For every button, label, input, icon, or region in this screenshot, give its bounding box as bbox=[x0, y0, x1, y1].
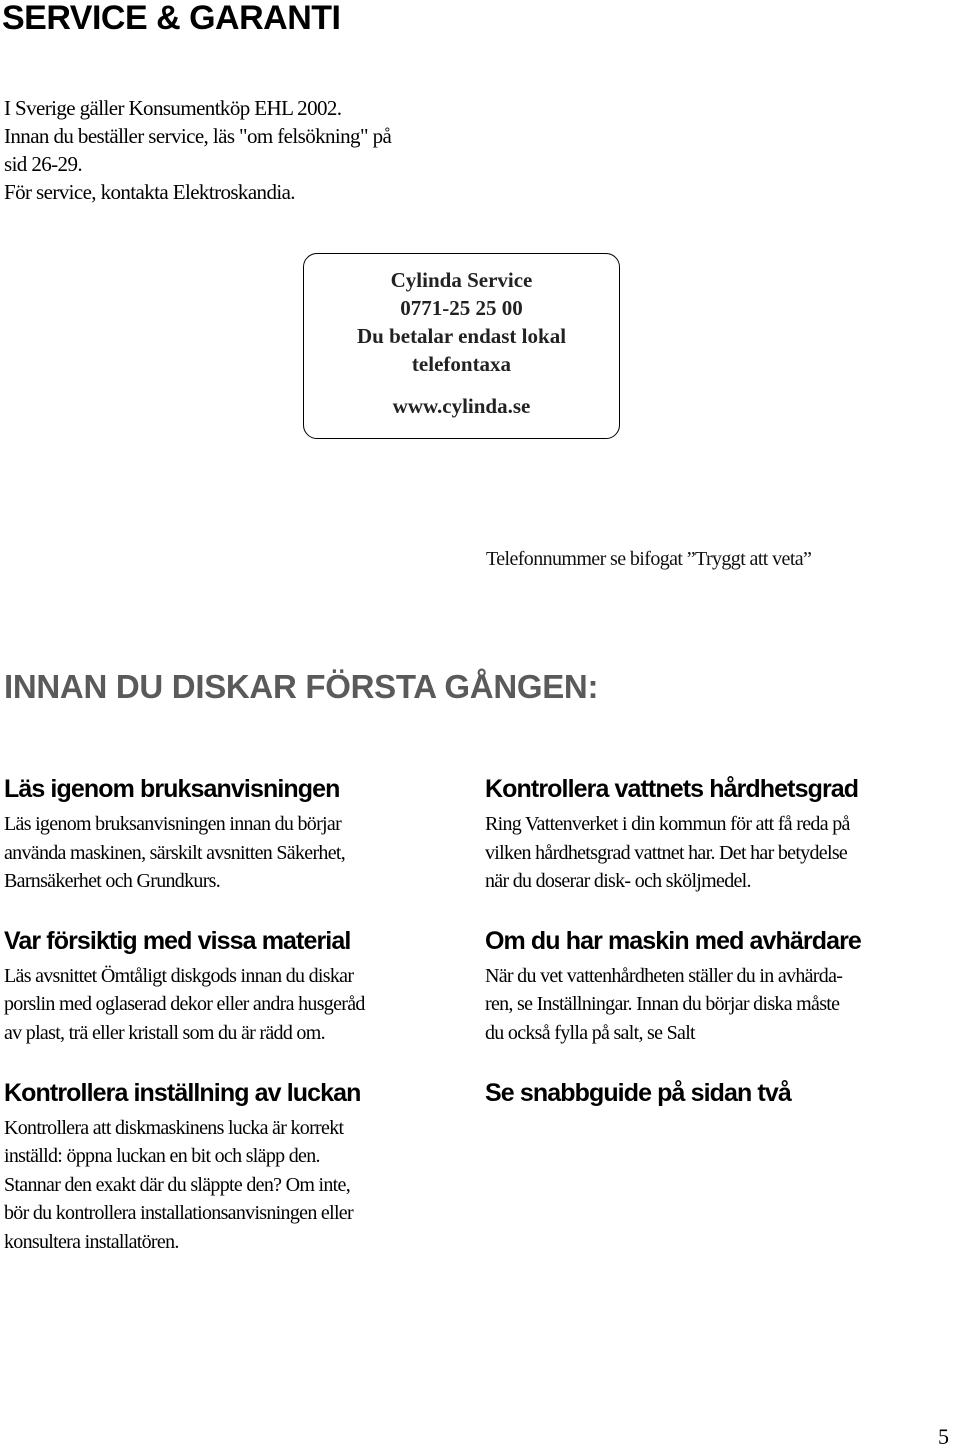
text-line: Kontrollera att diskmaskinens lucka är korrekt bbox=[4, 1116, 344, 1139]
service-contact-box bbox=[303, 253, 620, 439]
block-title: Se snabbguide på sidan två bbox=[485, 1078, 791, 1107]
intro-line: sid 26-29. bbox=[4, 152, 83, 176]
page-title: SERVICE & GARANTI bbox=[2, 0, 341, 37]
text-line: porslin med oglaserad dekor eller andra husgeråd bbox=[4, 993, 365, 1016]
block-text bbox=[485, 810, 945, 896]
block-text bbox=[4, 810, 464, 896]
section-heading: INNAN DU DISKAR FÖRSTA GÅNGEN: bbox=[4, 668, 599, 705]
intro-line: För service, kontakta Elektroskandia. bbox=[4, 180, 295, 204]
instruction-block bbox=[485, 1074, 945, 1112]
text-line: Barnsäkerhet och Grundkurs. bbox=[4, 870, 221, 893]
text-line: bör du kontrollera installationsanvisningen eller bbox=[4, 1202, 353, 1225]
block-title: Läs igenom bruksanvisningen bbox=[4, 775, 340, 803]
service-website: www.cylinda.se bbox=[392, 394, 531, 418]
service-name: Cylinda Service bbox=[390, 268, 533, 292]
text-line: ren, se Inställningar. Innan du börjar diska måste bbox=[485, 993, 840, 1016]
instruction-block bbox=[485, 922, 945, 1048]
intro-text bbox=[4, 94, 524, 206]
block-title: Kontrollera vattnets hårdhetsgrad bbox=[485, 775, 859, 803]
block-title: Kontrollera inställning av luckan bbox=[4, 1078, 361, 1107]
instruction-block bbox=[4, 1074, 464, 1257]
text-line: när du doserar disk- och sköljmedel. bbox=[485, 870, 751, 893]
block-title: Om du har maskin med avhärdare bbox=[485, 926, 861, 955]
intro-line: I Sverige gäller Konsumentköp EHL 2002. bbox=[4, 96, 342, 120]
text-line: När du vet vattenhårdheten ställer du in avhärda- bbox=[485, 964, 843, 987]
text-line: använda maskinen, särskilt avsnitten Säkerhet, bbox=[4, 841, 346, 864]
intro-line: Innan du beställer service, läs "om felsökning" på bbox=[4, 124, 392, 148]
block-text bbox=[485, 962, 945, 1048]
service-cost-note: telefontaxa bbox=[411, 352, 512, 376]
left-column bbox=[4, 770, 464, 1283]
phone-note: Telefonnummer se bifogat ”Tryggt att veta” bbox=[486, 548, 812, 570]
block-text bbox=[4, 962, 464, 1048]
instruction-block bbox=[4, 922, 464, 1048]
instruction-block bbox=[4, 770, 464, 896]
right-column bbox=[485, 770, 945, 1138]
service-phone: 0771-25 25 00 bbox=[400, 296, 523, 320]
block-text bbox=[4, 1114, 464, 1257]
instruction-block bbox=[485, 770, 945, 896]
text-line: vilken hårdhetsgrad vattnet har. Det har betydelse bbox=[485, 841, 848, 864]
text-line: Ring Vattenverket i din kommun för att få reda på bbox=[485, 813, 850, 835]
block-title: Var försiktig med vissa material bbox=[4, 926, 351, 955]
page-number: 5 bbox=[938, 1424, 949, 1449]
text-line: konsultera installatören. bbox=[4, 1230, 179, 1253]
text-line: av plast, trä eller kristall som du är rädd om. bbox=[4, 1021, 325, 1044]
text-line: du också fylla på salt, se Salt bbox=[485, 1021, 695, 1044]
text-line: Läs igenom bruksanvisningen innan du börjar bbox=[4, 813, 342, 835]
text-line: inställd: öppna luckan en bit och släpp den. bbox=[4, 1145, 320, 1168]
text-line: Stannar den exakt där du släppte den? Om inte, bbox=[4, 1173, 351, 1196]
text-line: Läs avsnittet Ömtåligt diskgods innan du diskar bbox=[4, 964, 354, 987]
service-cost-note: Du betalar endast lokal bbox=[356, 324, 567, 348]
